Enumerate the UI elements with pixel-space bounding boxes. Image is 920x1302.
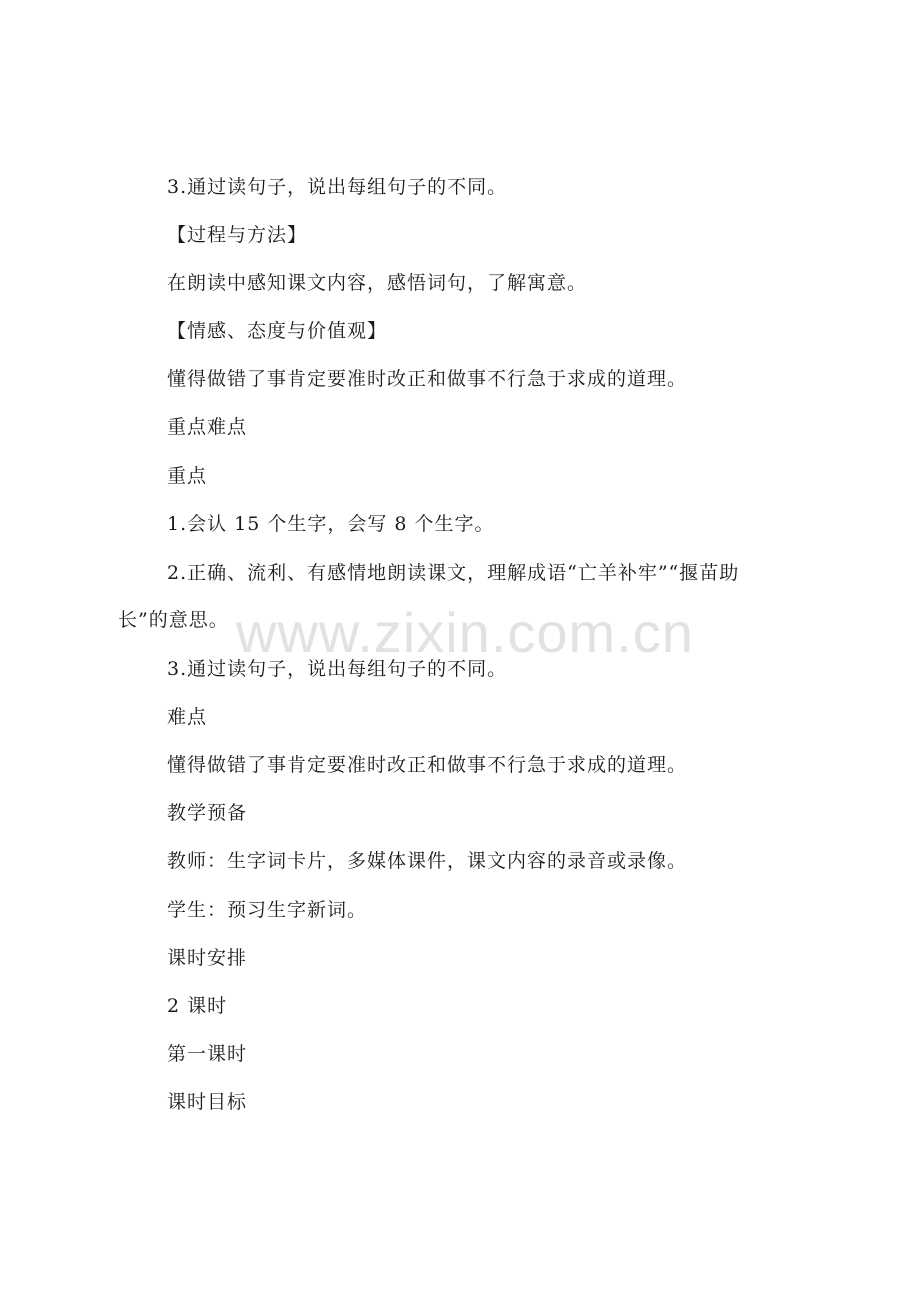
section-heading: 第一课时	[167, 1043, 248, 1065]
text-line-continued: 长”的意思。	[118, 609, 229, 631]
text-line: 懂得做错了事肯定要准时改正和做事不行急于求成的道理。	[167, 754, 688, 776]
section-heading: 难点	[167, 706, 208, 728]
section-heading: 课时目标	[167, 1091, 248, 1113]
text-line: 3.通过读句子，说出每组句子的不同。	[167, 176, 508, 198]
text-line: 3.通过读句子，说出每组句子的不同。	[167, 658, 508, 680]
text-line: 2.正确、流利、有感情地朗读课文，理解成语“亡羊补牢”“揠苗助	[167, 562, 740, 584]
text-line: 1.会认 15 个生字，会写 8 个生字。	[167, 513, 495, 535]
section-heading: 重点	[167, 465, 208, 487]
text-line: 懂得做错了事肯定要准时改正和做事不行急于求成的道理。	[167, 368, 688, 390]
text-line: 在朗读中感知课文内容，感悟词句，了解寓意。	[167, 272, 588, 294]
section-heading: 教学预备	[167, 802, 248, 824]
section-heading: 【情感、态度与价值观】	[167, 320, 388, 342]
section-heading: 课时安排	[167, 947, 248, 969]
watermark: www.zixin.com.cn	[236, 601, 694, 664]
text-line: 学生：预习生字新词。	[167, 899, 368, 921]
section-heading: 重点难点	[167, 416, 248, 438]
text-line: 教师：生字词卡片，多媒体课件，课文内容的录音或录像。	[167, 850, 688, 872]
section-heading: 【过程与方法】	[167, 224, 308, 246]
text-line: 2 课时	[167, 995, 228, 1017]
